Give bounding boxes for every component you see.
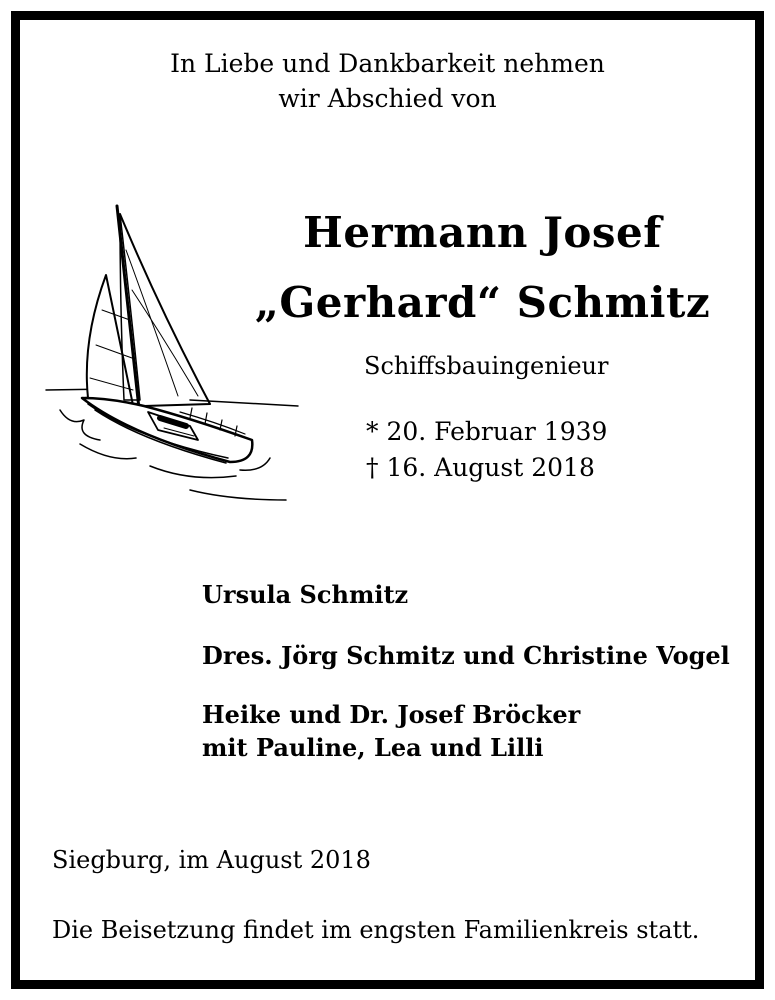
intro-line-2: wir Abschied von [278,84,497,113]
mourner-line: Ursula Schmitz [202,580,409,609]
intro-text [0,46,775,116]
name-line-1: Hermann Josef [303,208,662,257]
mourner-line: Heike und Dr. Josef Bröcker [202,700,581,729]
place-date: Siegburg, im August 2018 [52,846,371,874]
deceased-name [230,198,735,338]
life-dates [366,414,607,486]
mourner-line: Dres. Jörg Schmitz und Christine Vogel [202,641,730,670]
death-date: † 16. August 2018 [366,453,595,482]
intro-line-1: In Liebe und Dankbarkeit nehmen [170,49,605,78]
birth-date: * 20. Februar 1939 [366,417,608,446]
funeral-note: Die Beisetzung findet im engsten Familienkreis statt. [52,916,700,944]
mourner-line: mit Pauline, Lea und Lilli [202,733,544,762]
profession: Schiffsbauingenieur [364,352,609,380]
mourners-list [202,578,730,764]
name-line-2: „Gerhard“ Schmitz [254,278,711,327]
